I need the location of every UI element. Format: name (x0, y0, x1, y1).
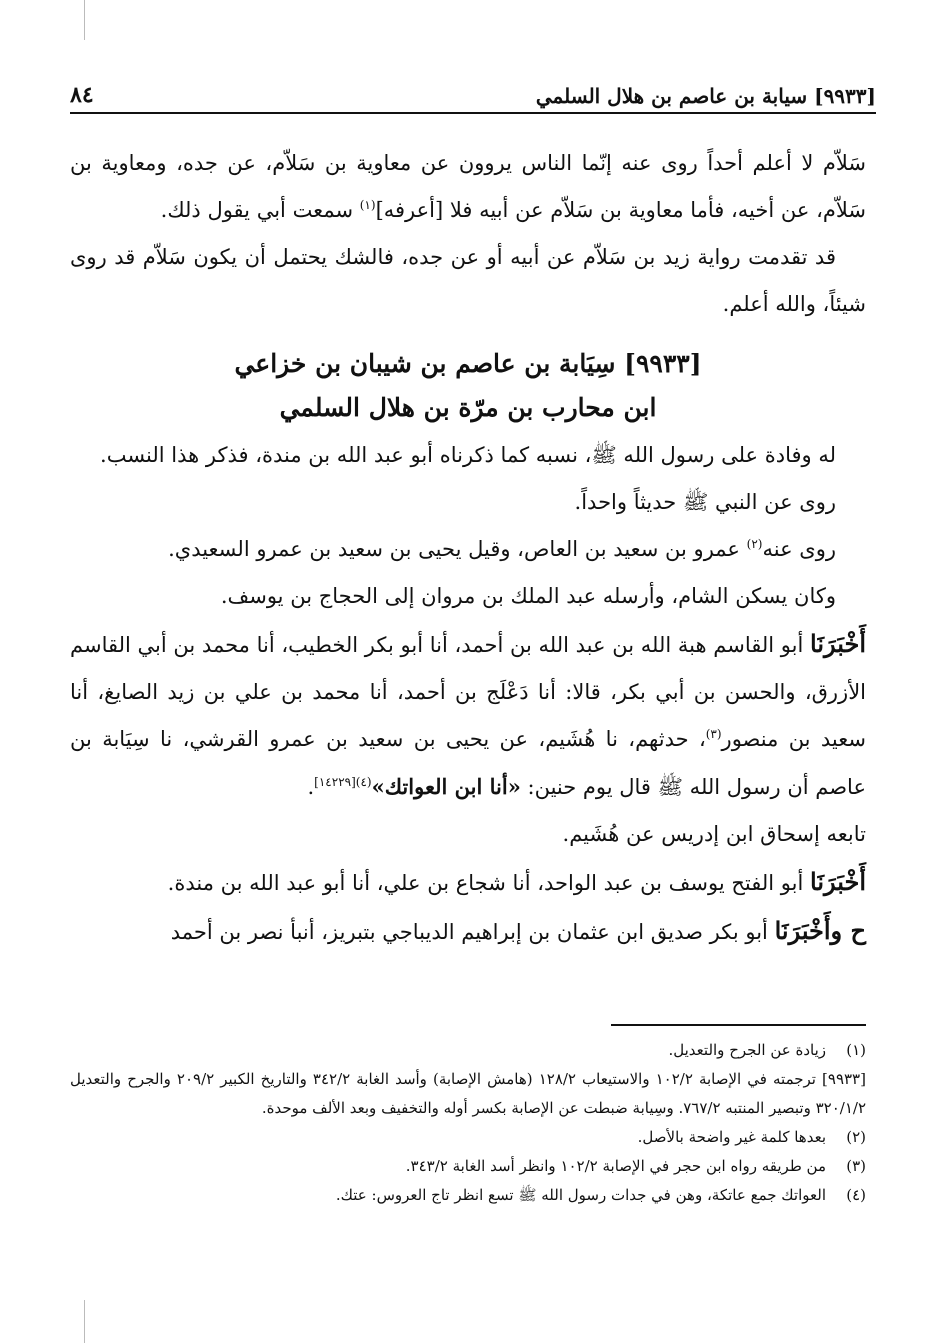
footnote: (٢)بعدها كلمة غير واضحة بالأصل. (70, 1123, 866, 1152)
footnote-ref[interactable]: (٤)[١٤٢٢٩] (314, 775, 372, 789)
scan-margin-line (84, 0, 85, 40)
paragraph: له وفادة على رسول الله ﷺ، نسبه كما ذكرناه أبو عبد الله بن مندة، فذكر هذا النسب. (100, 443, 836, 467)
footnote-number: (٣) (846, 1157, 866, 1175)
hadith-text: «أنا ابن العواتك» (371, 774, 521, 799)
running-header (70, 78, 876, 114)
scan-margin-line (84, 1300, 85, 1343)
page-number: ٨٤ (70, 82, 94, 108)
paragraph: سَلاّم لا أعلم أحداً روى عنه إنّما الناس يروون عن معاوية بن سَلاّم، عن جده، ومعاوية بن سَلاّم، عن أخيه، فأما معاوية بن سَلاّم عن أبيه فلا [أعرفه]$^{(١)}$ سمعت أبي يقول ذلك. (70, 151, 866, 222)
footnote-ref[interactable]: (١) (359, 198, 376, 212)
entry-heading (70, 342, 866, 430)
entry-heading-line: ابن محارب بن مرّة بن هلال السلمي (279, 393, 657, 422)
akhbarana-marker: أَخْبَرَنَا (810, 629, 866, 658)
akhbarana-marker: أَخْبَرَنَا (810, 867, 866, 896)
isnad-paragraph: أَخْبَرَنَا أبو الفتح يوسف بن عبد الواحد، أنا شجاع بن علي، أنا أبو عبد الله بن مندة. (167, 867, 866, 896)
footnote: (٣)من طريقه رواه ابن حجر في الإصابة ١٠٢/٢ وانظر أسد الغابة ٣٤٣/٢. (70, 1152, 866, 1181)
entry-heading-line: [٩٩٣٣] سِيَابة بن عاصم بن شيبان بن خزاعي (234, 349, 702, 378)
footnote-number: (١) (846, 1041, 866, 1059)
footnote: (١)زيادة عن الجرح والتعديل. (70, 1036, 866, 1065)
ha-akhbarana-marker: ح وأَخْبَرَنَا (774, 916, 866, 945)
footnotes (70, 1036, 866, 1210)
paragraph: وكان يسكن الشام، وأرسله عبد الملك بن مروان إلى الحجاج بن يوسف. (220, 584, 836, 608)
footnote: (٤)العواتك جمع عاتكة، وهن في جدات رسول الله ﷺ تسع انظر تاج العروس: عتك. (70, 1181, 866, 1210)
biography-references: [٩٩٣٣] ترجمته في الإصابة ١٠٢/٢ والاستيعاب ١٢٨/٢ (هامش الإصابة) وأسد الغابة ٣٤٢/٢ والتاريخ الكبير ٢٠٩/٢ والجرح والتعديل ٣٢٠/١/٢ وتبصير المنتبه ٧٦٧/٢. وسِيابة ضبطت عن الإصابة بكسر أوله والتخفيف وبعد الألف موحدة. (70, 1070, 866, 1117)
footnote-number: (٤) (846, 1186, 866, 1204)
paragraph: تابعه إسحاق ابن إدريس عن هُشَيم. (562, 822, 866, 846)
isnad-paragraph: ح وأَخْبَرَنَا أبو بكر صديق ابن عثمان بن إبراهيم الديباجي بتبريز، أنبأ نصر بن أحمد (170, 916, 866, 945)
paragraph: روى عن النبي ﷺ حديثاً واحداً. (574, 490, 836, 514)
main-text (70, 140, 866, 956)
footnote-ref[interactable]: (٣) (705, 727, 722, 741)
footnote-number: (٢) (846, 1128, 866, 1146)
footnote-separator (611, 1024, 866, 1026)
paragraph: قد تقدمت رواية زيد بن سَلاّم عن أبيه أو عن جده، فالشك يحتمل أن يكون سَلاّم قد روى شيئاً، والله أعلم. (70, 245, 866, 316)
header-title: [٩٩٣٣] سيابة بن عاصم بن هلال السلمي (535, 84, 876, 108)
paragraph: روى عنه$^{(٢)}$ عمرو بن سعيد بن العاص، وقيل يحيى بن سعيد بن عمرو السعيدي. (168, 537, 836, 561)
isnad-paragraph: أَخْبَرَنَا أبو القاسم هبة الله بن عبد الله بن أحمد، أنا أبو بكر الخطيب، أنا محمد بن أبي القاسم الأزرق، والحسن بن أبي بكر، قالا: أنا دَعْلَج بن أحمد، أنا محمد بن علي بن زيد الصايغ، أنا سعيد بن منصور$^{(٣)}$، حدثهم، نا هُشَيم، عن يحيى بن سعيد بن عمرو القرشي، نا سِيَابة بن عاصم أن رسول الله ﷺ قال يوم حنين: «أنا ابن العواتك»$^{(٤)[١٤٢٢٩]}$. (70, 629, 866, 799)
footnote-ref[interactable]: (٢) (746, 537, 763, 551)
